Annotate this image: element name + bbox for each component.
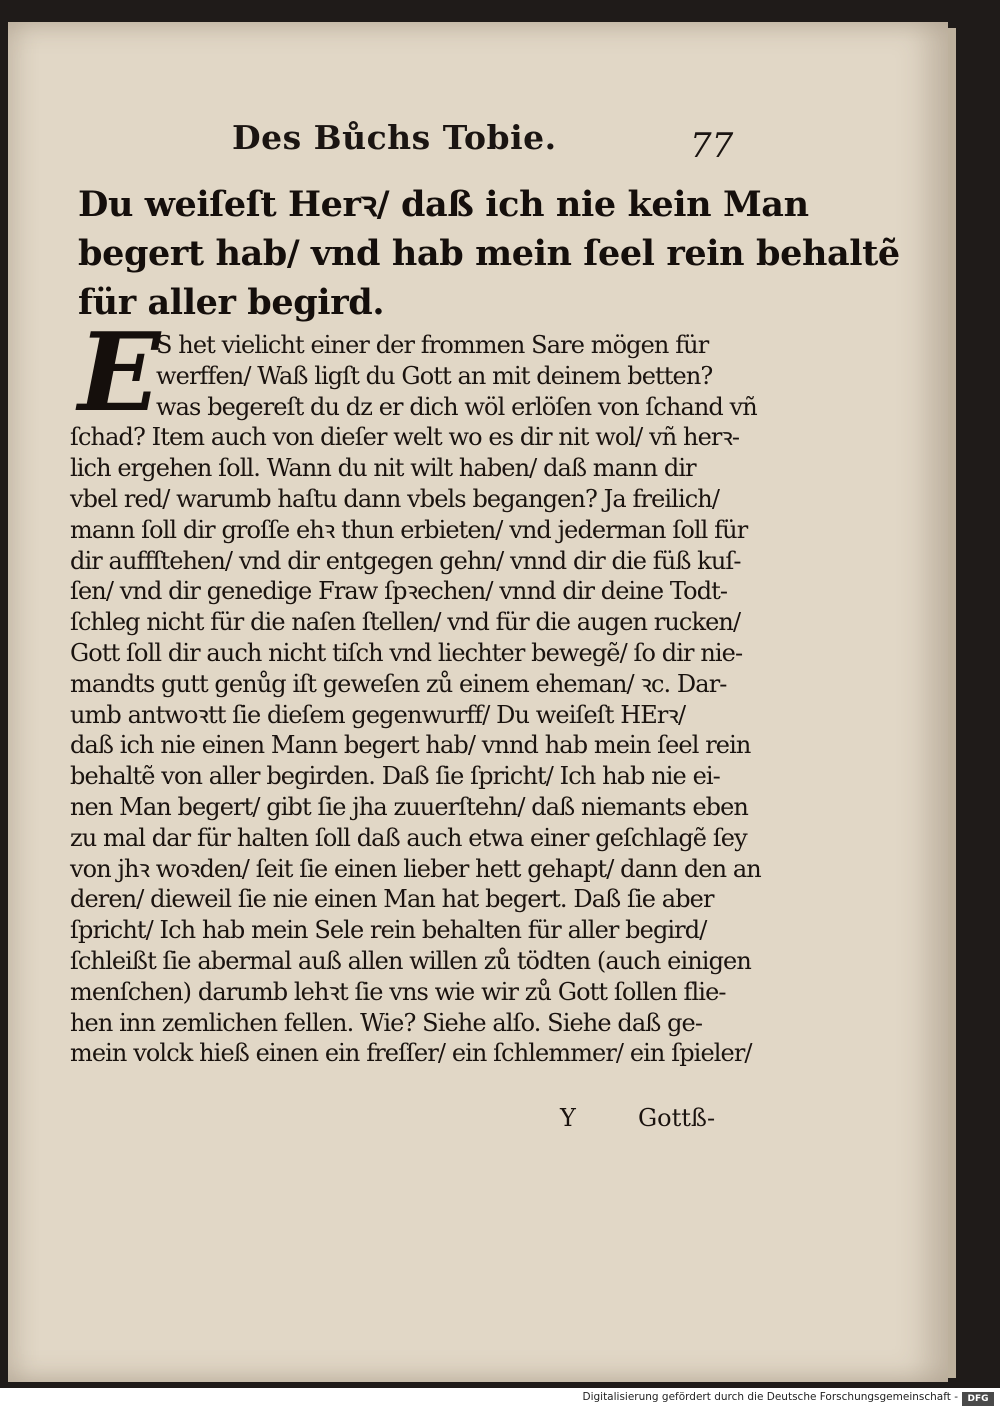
page-number: 77	[690, 126, 734, 166]
text-line: behaltẽ von aller begirden. Daß ſie ſpricht/ Ich hab nie ei‑	[70, 762, 720, 791]
catchword: Gottß‑	[638, 1104, 716, 1132]
text-line: daß ich nie einen Mann begert hab/ vnnd hab mein ſeel rein	[70, 731, 751, 760]
text-line: Gott ſoll dir auch nicht tiſch vnd liechter bewegẽ/ ſo dir nie‑	[70, 638, 743, 667]
text-line: umb antwoꝛtt ſie dieſem gegenwurff/ Du weiſeſt HErꝛ/	[70, 700, 686, 729]
text-line: ſen/ vnd dir genedige Fraw ſpꝛechen/ vnnd dir deine Todt‑	[70, 577, 728, 606]
text-line: ſchad? Item auch von dieſer welt wo es dir nit wol/ vñ herꝛ‑	[70, 423, 740, 452]
footer-bar	[0, 1388, 1000, 1410]
funding-credit: Digitalisierung gefördert durch die Deutsche Forschungsgemeinschaft -	[582, 1391, 958, 1403]
text-line: ſchleißt ſie abermal auß allen willen zů tödten (auch einigen	[70, 946, 751, 975]
text-line: S het vielicht einer der frommen Sare mögen für	[156, 331, 709, 359]
body-text	[70, 310, 761, 1069]
text-line: was begereſt du dz er dich wöl erlöſen von ſchand vñ	[156, 392, 757, 421]
text-line: ſchleg nicht für die naſen ſtellen/ vnd für die augen rucken/	[70, 608, 741, 637]
text-line: zu mal dar für halten ſoll daß auch etwa einer geſchlagẽ ſey	[70, 823, 747, 852]
dfg-logo-icon: DFG	[962, 1392, 994, 1406]
text-line: mann ſoll dir groſſe ehꝛ thun erbieten/ vnd jederman ſoll für	[70, 515, 748, 544]
heading-line: für aller begird.	[78, 282, 385, 323]
text-line: deren/ dieweil ſie nie einen Man hat begert. Daß ſie aber	[70, 885, 714, 914]
text-line: dir auffſtehen/ vnd dir entgegen gehn/ vnnd dir die füß kuſ‑	[70, 546, 741, 575]
text-line: werffen/ Waß ligſt du Gott an mit deinem betten?	[156, 361, 713, 390]
text-line: von jhꝛ woꝛden/ ſeit ſie einen lieber hett gehapt/ dann den an	[70, 854, 761, 883]
text-line: menſchen) darumb lehꝛt ſie vns wie wir zů Gott ſollen flie‑	[70, 977, 726, 1006]
heading-line: Du weiſeſt Herꝛ/ daß ich nie kein Man	[78, 184, 809, 225]
text-line: hen inn zemlichen fellen. Wie? Siehe alſo. Siehe daß ge‑	[70, 1008, 703, 1037]
chapter-heading	[78, 180, 900, 327]
text-line: mein volck hieß einen ein freſſer/ ein ſchlemmer/ ein ſpieler/	[70, 1039, 752, 1068]
running-title: Des Bůchs Tobie.	[232, 118, 557, 157]
text-line: nen Man begert/ gibt ſie jha zuuerſtehn/ daß niemants eben	[70, 792, 748, 821]
text-line: ſpricht/ Ich hab mein Sele rein behalten für aller begird/	[70, 916, 707, 945]
signature-mark: Y	[560, 1104, 576, 1132]
page-edge	[948, 28, 956, 1378]
drop-cap: E	[78, 310, 161, 436]
text-line: vbel red/ warumb haſtu dann vbels begangen? Ja freilich/	[70, 484, 719, 513]
heading-line: begert hab/ vnd hab mein ſeel rein behaltẽ	[78, 233, 900, 274]
running-head	[232, 118, 752, 166]
text-line: mandts gutt genůg iſt geweſen zů einem eheman/ ꝛc. Dar‑	[70, 669, 727, 698]
text-line: lich ergehen ſoll. Wann du nit wilt haben/ daß mann dir	[70, 454, 696, 483]
